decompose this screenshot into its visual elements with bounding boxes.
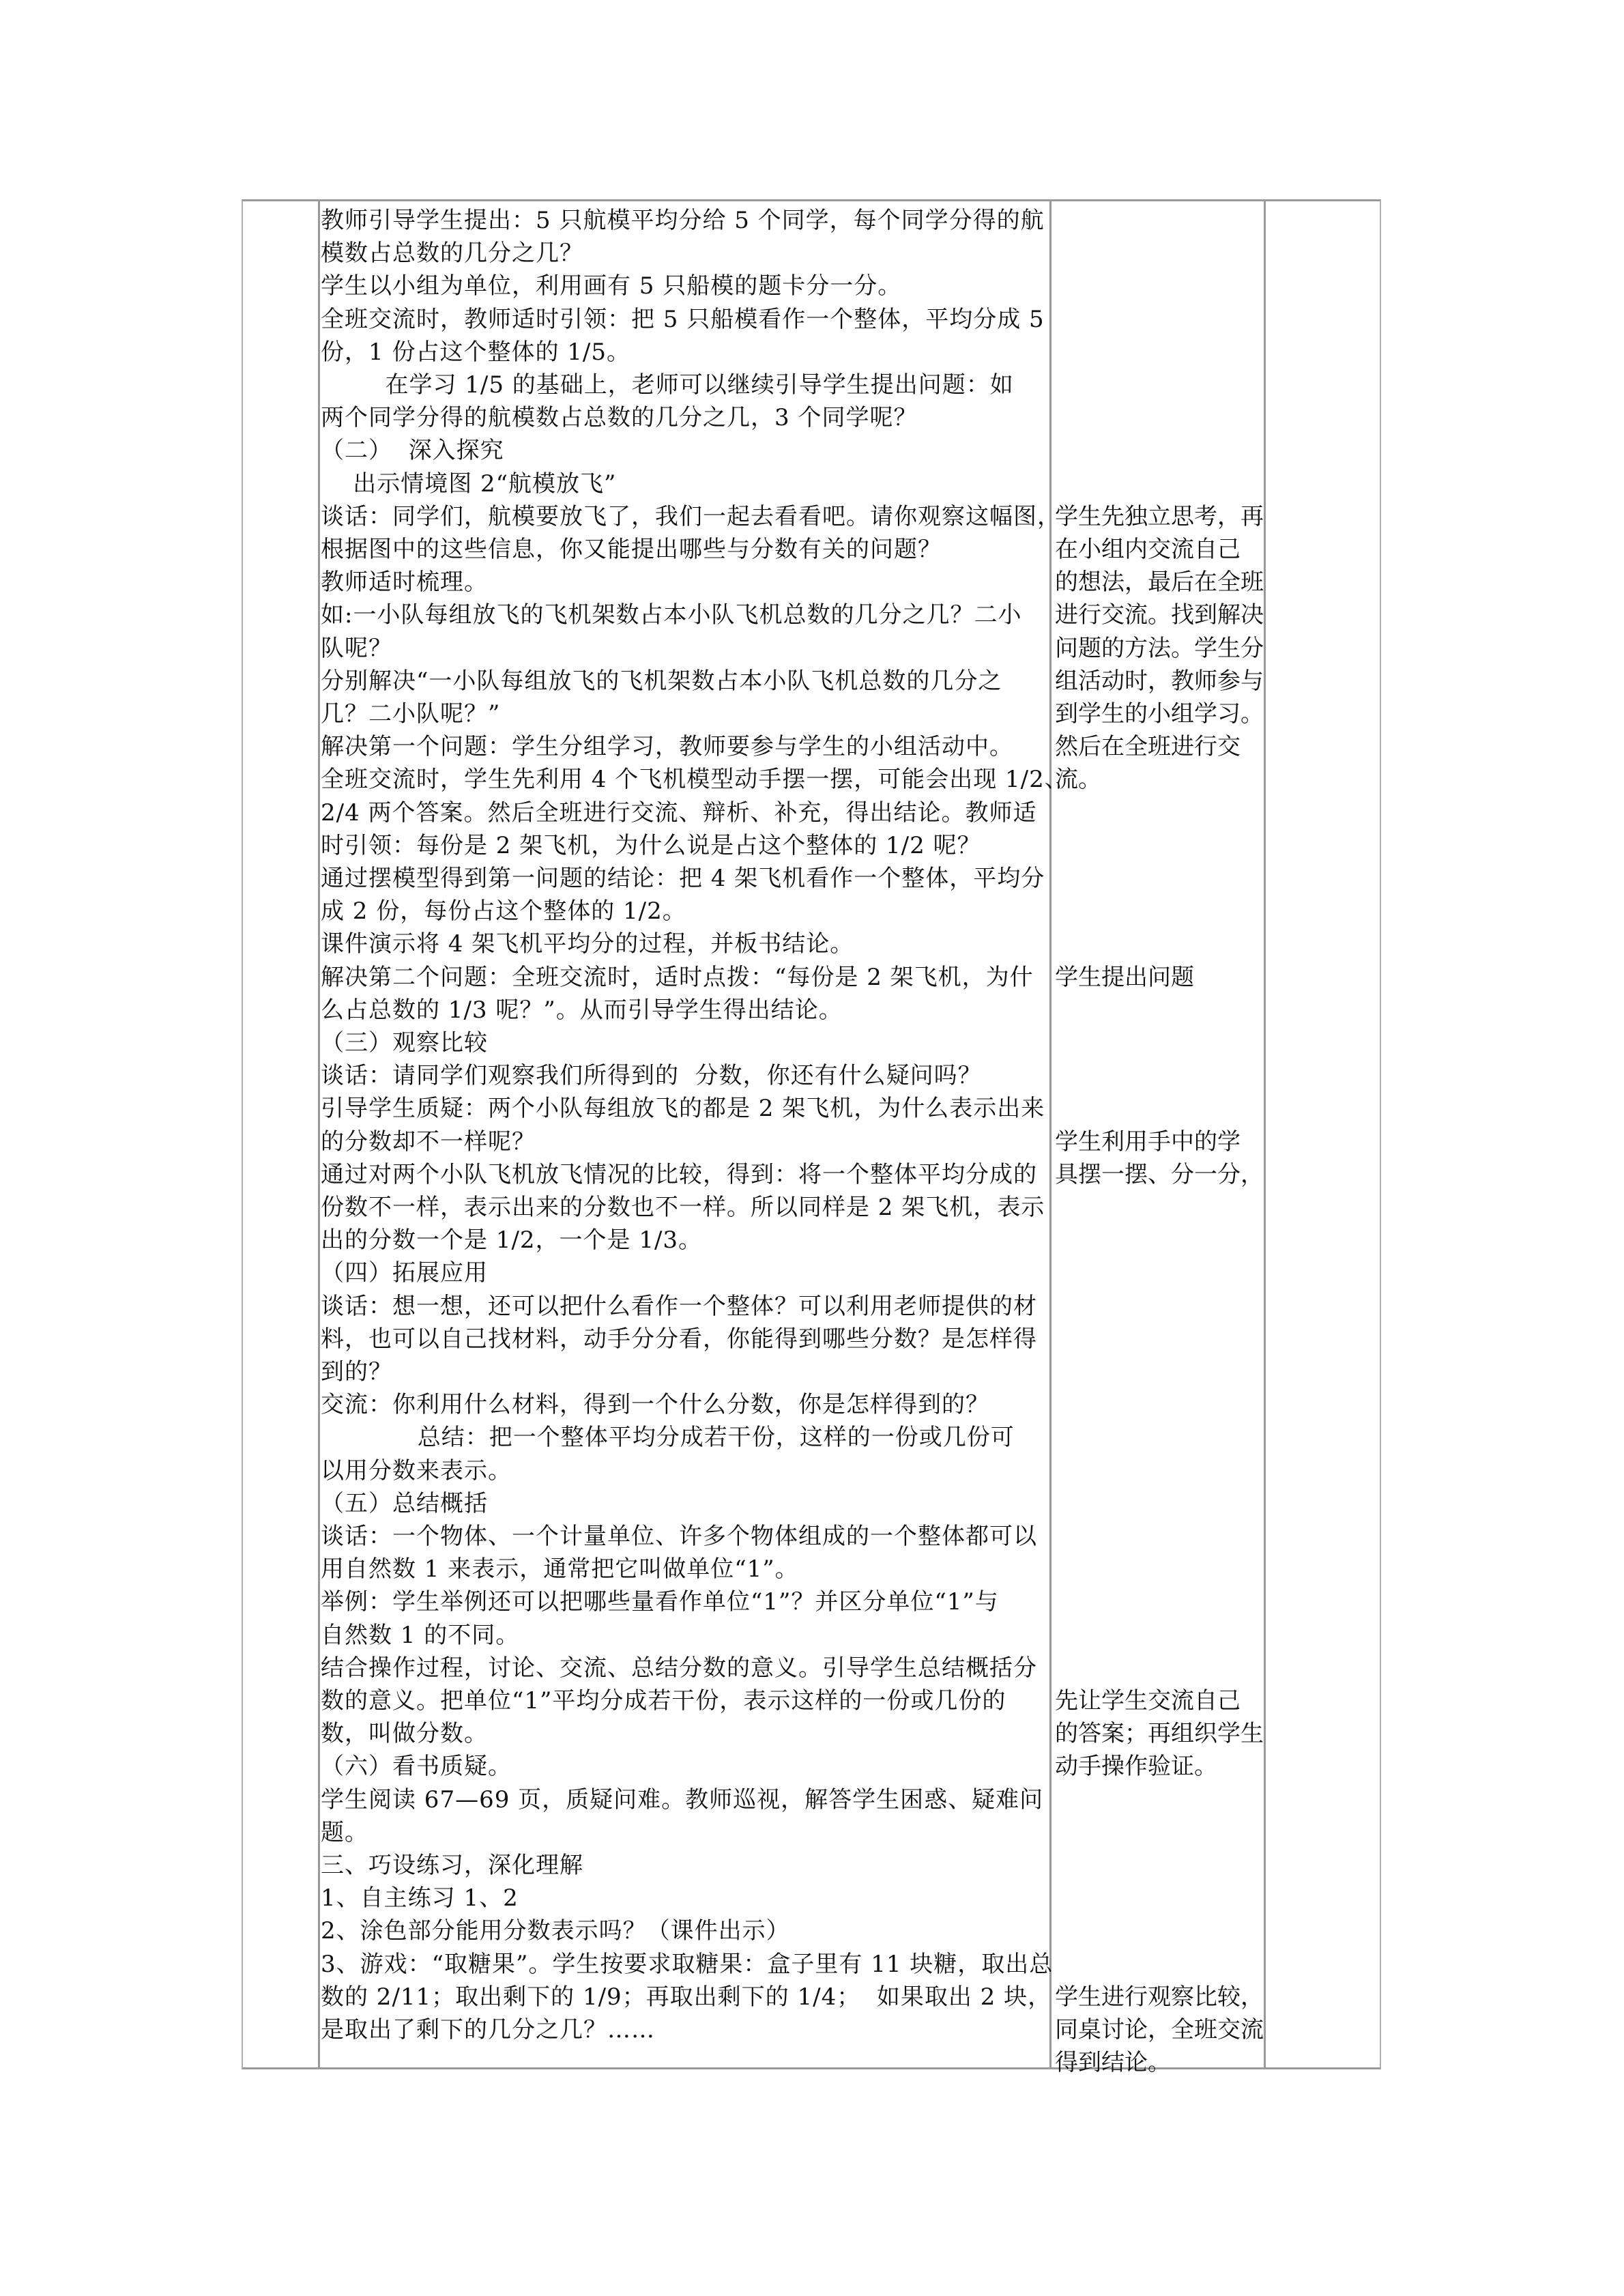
teaching-process-column [319,201,1069,2067]
main-text-line: （四）拓展应用 [321,1259,488,1287]
main-text-line: （五）总结概括 [321,1489,488,1517]
side-note-line: 到学生的小组学习。 [1055,700,1264,728]
side-note-line: 然后在全班进行交 [1055,733,1241,761]
main-text-line: 在学习 1/5 的基础上，老师可以继续引导学生提出问题：如 [321,371,1014,399]
main-text-line: 队呢？ [321,634,392,662]
main-text-line: 么占总数的 1/3 呢？”。从而引导学生得出结论。 [321,996,843,1024]
side-note-line: 动手操作验证。 [1055,1753,1217,1781]
main-text-line: 根据图中的这些信息，你又能提出哪些与分数有关的问题？ [321,536,942,563]
main-text-line: 通过摆模型得到第一问题的结论：把 4 架飞机看作一个整体，平均分 [321,865,1045,892]
side-note-line: 学生进行观察比较， [1055,1983,1264,2011]
main-text-line: 到的？ [321,1358,392,1386]
side-note-line: 学生先独立思考，再 [1055,502,1264,530]
side-note-line: 得到结论。 [1055,2049,1171,2077]
side-note-line: 先让学生交流自己 [1055,1687,1241,1714]
main-text-line: 几？二小队呢？” [321,700,501,728]
side-note-line: 学生提出问题 [1055,963,1194,991]
main-text-line: 份，1 份占这个整体的 1/5。 [321,338,630,366]
side-note-line: 组活动时，教师参与 [1055,667,1264,695]
main-text-line: （二） 深入探究 [321,437,504,465]
lesson-plan-table [242,199,1381,2077]
main-text-line: 谈话：一个物体、一个计量单位、许多个物体组成的一个整体都可以 [321,1523,1037,1550]
main-text-line: 数的 2/11；取出剩下的 1/9；再取出剩下的 1/4； 如果取出 2 块， [321,1983,1052,2011]
main-text-line: 模数占总数的几分之几？ [321,240,583,268]
main-text-line: 数，叫做分数。 [321,1720,488,1748]
main-text-line: 引导学生质疑：两个小队每组放飞的都是 2 架飞机，为什么表示出来 [321,1095,1045,1123]
main-text-line: 谈话：请同学们观察我们所得到的 分数，你还有什么疑问吗？ [321,1062,982,1090]
main-text-line: 用自然数 1 来表示，通常把它叫做单位“1”。 [321,1555,799,1583]
main-text-line: 分别解决“一小队每组放飞的飞机架数占本小队飞机总数的几分之 [321,667,1002,695]
main-text-line: 总结：把一个整体平均分成若干份，这样的一份或几份可 [321,1424,1015,1452]
main-text-line: 数的意义。把单位“1”平均分成若干份，表示这样的一份或几份的 [321,1687,1006,1714]
main-text-line: 1、自主练习 1、2 [321,1884,519,1912]
column-divider-3 [1264,201,1266,2067]
main-text-line: 份数不一样，表示出来的分数也不一样。所以同样是 2 架飞机，表示 [321,1194,1045,1221]
main-text-line: 出的分数一个是 1/2，一个是 1/3。 [321,1226,703,1254]
main-text-line: 3、游戏：“取糖果”。学生按要求取糖果：盒子里有 11 块糖，取出总 [321,1950,1054,1978]
side-note-line: 的答案；再组织学生 [1055,1720,1264,1748]
main-text-line: 教师引导学生提出：5 只航模平均分给 5 个同学，每个同学分得的航 [321,207,1045,234]
main-text-line: 料，也可以自己找材料，动手分分看，你能得到哪些分数？是怎样得 [321,1325,1037,1353]
main-text-line: 解决第二个问题：全班交流时，适时点拨：“每份是 2 架飞机，为什 [321,963,1034,991]
main-text-line: 结合操作过程，讨论、交流、总结分数的意义。引导学生总结概括分 [321,1654,1037,1682]
main-text-line: 全班交流时，学生先利用 4 个飞机模型动手摆一摆，可能会出现 1/2、 [321,766,1069,794]
main-text-line: 时引领：每份是 2 架飞机，为什么说是占这个整体的 1/2 呢？ [321,831,981,859]
side-note-line: 在小组内交流自己 [1055,536,1241,563]
main-text-line: 是取出了剩下的几分之几？…… [321,2016,655,2043]
main-text-line: 以用分数来表示。 [321,1456,512,1484]
side-note-line: 的想法，最后在全班 [1055,569,1264,597]
main-text-line: 课件演示将 4 架飞机平均分的过程，并板书结论。 [321,930,854,958]
main-text-line: 谈话：同学们，航模要放飞了，我们一起去看看吧。请你观察这幅图， [321,502,1061,530]
main-text-line: 学生阅读 67—69 页，质疑问难。教师巡视，解答学生困惑、疑难问 [321,1785,1044,1813]
main-text-line: 学生以小组为单位，利用画有 5 只船模的题卡分一分。 [321,272,902,300]
main-text-line: 全班交流时，教师适时引领：把 5 只船模看作一个整体，平均分成 5 [321,305,1045,333]
main-text-line: 交流：你利用什么材料，得到一个什么分数，你是怎样得到的？ [321,1391,989,1419]
student-activity-column [1051,201,1264,2077]
main-text-line: （三）观察比较 [321,1029,488,1057]
side-note-line: 具摆一摆、分一分， [1055,1160,1264,1188]
main-text-line: 举例：学生举例还可以把哪些量看作单位“1”？并区分单位“1”与 [321,1588,999,1616]
side-note-line: 进行交流。找到解决 [1055,601,1264,629]
main-text-line: 两个同学分得的航模数占总数的几分之几，3 个同学呢？ [321,404,918,432]
main-text-line: 通过对两个小队飞机放飞情况的比较，得到：将一个整体平均分成的 [321,1160,1037,1188]
main-text-line: 三、巧设练习，深化理解 [321,1852,583,1879]
main-text-line: 2、涂色部分能用分数表示吗？（课件出示） [321,1917,790,1945]
side-note-line: 学生利用手中的学 [1055,1128,1241,1156]
main-text-line: 的分数却不一样呢？ [321,1128,536,1156]
main-text-line: 成 2 份，每份占这个整体的 1/2。 [321,898,686,925]
side-note-line: 问题的方法。学生分 [1055,634,1264,662]
main-text-line: 如:一小队每组放飞的飞机架数占本小队飞机总数的几分之几？二小 [321,601,1022,629]
main-text-line: 2/4 两个答案。然后全班进行交流、辩析、补充，得出结论。教师适 [321,799,1037,827]
main-text-line: 出示情境图 2“航模放飞” [321,470,617,498]
side-note-line: 流。 [1055,766,1101,794]
main-text-line: 教师适时梳理。 [321,569,488,597]
main-text-line: （六）看书质疑。 [321,1753,512,1781]
main-text-line: 题。 [321,1818,368,1846]
side-note-line: 同桌讨论，全班交流 [1055,2016,1264,2043]
main-text-line: 解决第一个问题：学生分组学习，教师要参与学生的小组活动中。 [321,733,1013,761]
main-text-line: 自然数 1 的不同。 [321,1621,520,1649]
main-text-line: 谈话：想一想，还可以把什么看作一个整体？可以利用老师提供的材 [321,1292,1037,1320]
